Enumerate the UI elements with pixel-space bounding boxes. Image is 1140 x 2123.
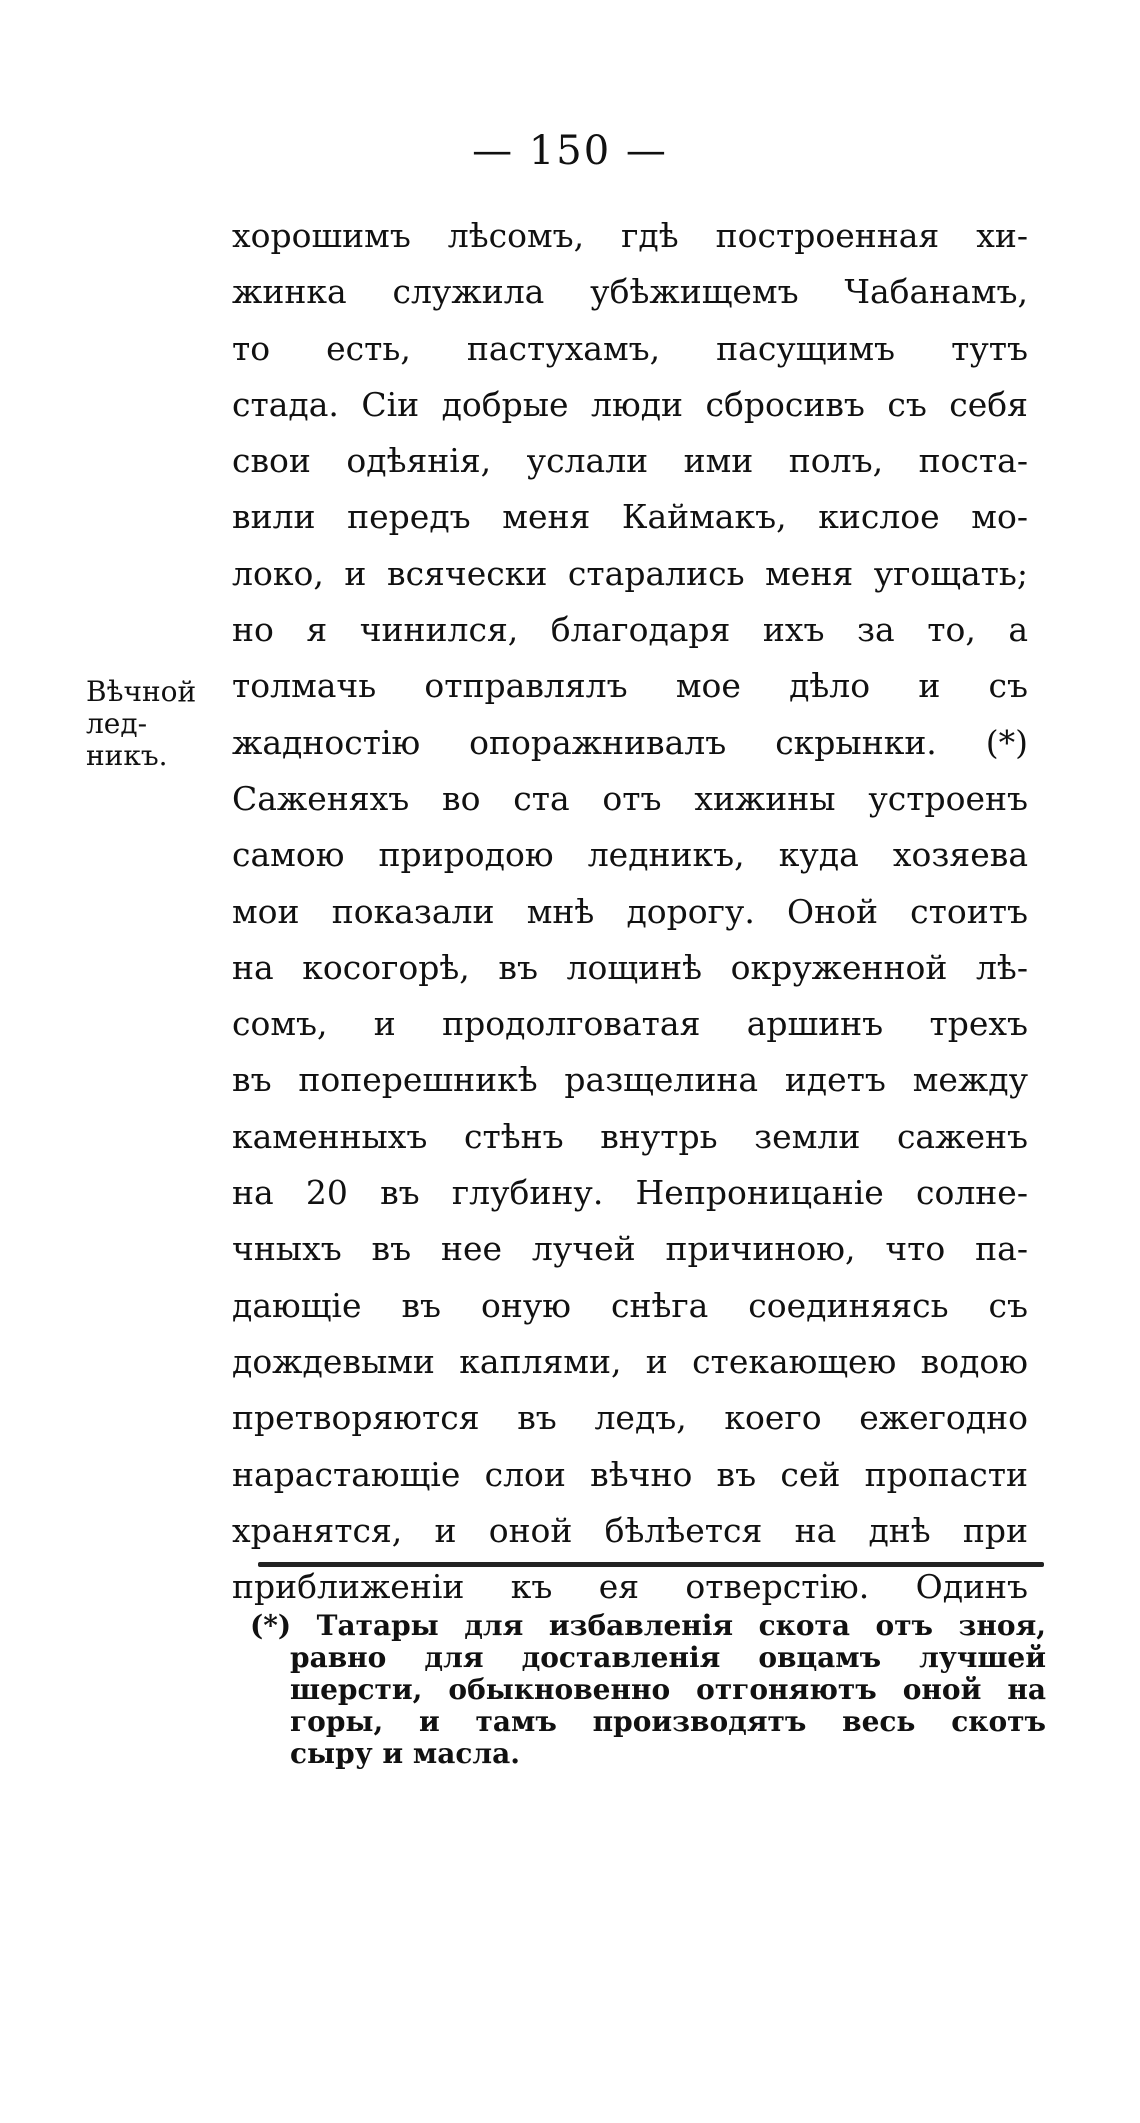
body-line: локо, и всячески старались меня угощать; [232,553,1028,593]
body-text [232,208,1028,1615]
body-line: на косогорѣ, въ лощинѣ окруженной лѣ- [232,947,1028,987]
body-line: но я чинился, благодаря ихъ за то, а [232,610,1028,650]
body-line: нарастающіе слои вѣчно въ сей пропасти [232,1454,1028,1494]
body-line: Саженяхъ во ста отъ хижины устроенъ [232,778,1028,818]
body-line: вили передъ меня Каймакъ, кислое мо- [232,497,1028,537]
footnote-line: (*) Татары для избавленія скота отъ зноя, [250,1609,1046,1642]
body-line: каменныхъ стѣнъ внутрь земли саженъ [232,1116,1028,1156]
footnote-line: равно для доставленія овцамъ лучшей [290,1641,1046,1674]
body-line: на 20 въ глубину. Непроницаніе солне- [232,1173,1028,1213]
body-line: сомъ, и продолговатая аршинъ трехъ [232,1004,1028,1044]
margin-note-line: никъ. [86,739,168,772]
margin-note-line: лед- [86,707,148,740]
body-line: дождевыми каплями, и стекающею водою [232,1341,1028,1381]
body-line: чныхъ въ нее лучей причиною, что па- [232,1229,1028,1269]
body-line: жадностію опоражнивалъ скрынки. (*) [232,722,1028,762]
body-line: въ поперешникѣ разщелина идетъ между [232,1060,1028,1100]
body-line: приближеніи къ ея отверстію. Одинъ [232,1567,1028,1607]
body-line: дающіе въ оную снѣга соединяясь съ [232,1285,1028,1325]
body-line: хранятся, и оной бѣлѣется на днѣ при [232,1510,1028,1550]
body-line: то есть, пастухамъ, пасущимъ тутъ [232,328,1028,368]
margin-note [86,676,226,772]
body-line: жинка служила убѣжищемъ Чабанамъ, [232,272,1028,312]
page-number-header: — 150 — [472,128,668,174]
body-line: хорошимъ лѣсомъ, гдѣ построенная хи- [232,216,1028,255]
footnote [250,1610,1046,1770]
footnote-separator-rule [258,1562,1044,1567]
body-line: толмачь отправлялъ мое дѣло и съ [232,666,1028,706]
body-line: самою природою ледникъ, куда хозяева [232,835,1028,875]
footnote-line: сыру и масла. [290,1737,521,1770]
footnote-line: горы, и тамъ производятъ весь скотъ [290,1705,1046,1738]
margin-note-line: Вѣчной [86,675,197,708]
body-line: мои показали мнѣ дорогу. Оной стоитъ [232,891,1028,931]
footnote-line: шерсти, обыкновенно отгоняютъ оной на [290,1673,1046,1706]
body-line: претворяются въ ледъ, коего ежегодно [232,1398,1028,1438]
body-line: свои одѣянія, услали ими полъ, поста- [232,441,1028,481]
body-line: стада. Сіи добрые люди сбросивъ съ себя [232,384,1028,424]
